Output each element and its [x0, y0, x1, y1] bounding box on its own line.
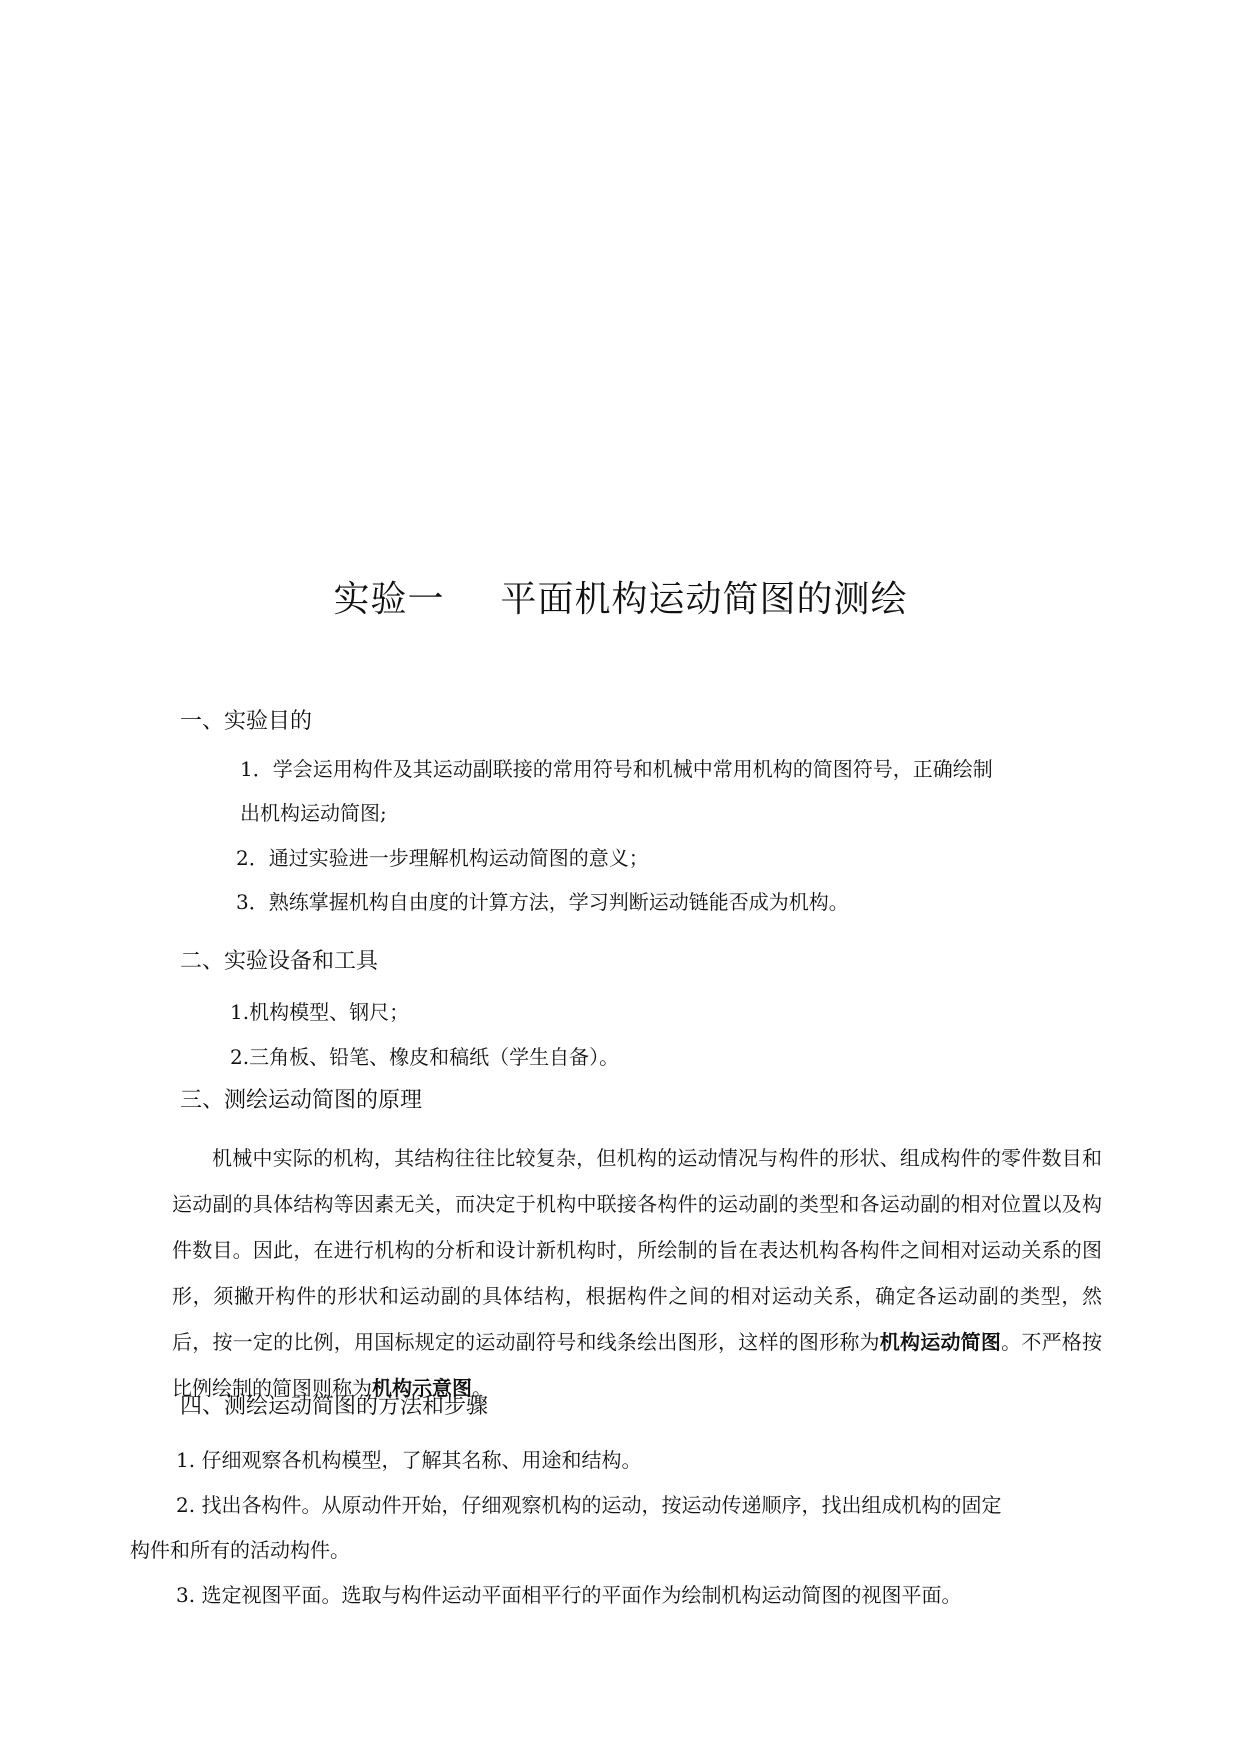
objective-item-2: 2．通过实验进一步理解机构运动简图的意义； [236, 846, 649, 870]
method-step-2: 2. 找出各构件。从原动件开始，仔细观察机构的运动，按运动传递顺序，找出组成机构的固定 [176, 1493, 1002, 1517]
section-heading-equipment: 二、实验设备和工具 [180, 949, 379, 974]
equipment-item-1: 1.机构模型、钢尺； [230, 1000, 410, 1024]
page-title [0, 578, 1241, 622]
principle-text-3: 。 [472, 1376, 492, 1400]
principle-text-2: 。不严格按比例绘制的简图则称为 [172, 1330, 1103, 1400]
term-kinematic-diagram: 机构运动简图 [879, 1330, 1002, 1354]
objective-item-1: 1．学会运用构件及其运动副联接的常用符号和机械中常用机构的简图符号，正确绘制 [240, 757, 993, 781]
term-schematic-diagram: 机构示意图 [372, 1376, 472, 1400]
equipment-item-2: 2.三角板、铅笔、橡皮和稿纸（学生自备）。 [230, 1045, 620, 1069]
section-heading-method: 四、测绘运动简图的方法和步骤 [180, 1394, 489, 1419]
section-heading-principle: 三、测绘运动简图的原理 [180, 1088, 423, 1113]
method-step-1: 1. 仔细观察各机构模型，了解其名称、用途和结构。 [176, 1448, 642, 1472]
objective-item-3: 3．熟练掌握机构自由度的计算方法，学习判断运动链能否成为机构。 [236, 890, 849, 914]
title-experiment-number: 实验一 [333, 579, 445, 620]
method-step-3: 3. 选定视图平面。选取与构件运动平面相平行的平面作为绘制机构运动简图的视图平面。 [176, 1583, 962, 1607]
principle-text-1: 机械中实际的机构，其结构往往比较复杂，但机构的运动情况与构件的形状、组成构件的零件数目和运动副的具体结构等因素无关，而决定于机构中联接各构件的运动副的类型和各运动副的相对位置以及构件数目。因此，在进行机构的分析和设计新机构时，所绘制的旨在表达机构各构件之间相对运动关系的图形，须撇开构件的形状和运动副的具体结构，根据构件之间的相对运动关系，确定各运动副的类型，然后，按一定的比例，用国标规定的运动副符号和线条绘出图形，这样的图形称为 [172, 1146, 1102, 1354]
objective-item-1-cont: 出机构运动简图; [240, 801, 387, 825]
principle-paragraph [172, 1135, 1102, 1411]
method-step-2-cont: 构件和所有的活动构件。 [130, 1538, 350, 1562]
section-heading-objectives: 一、实验目的 [180, 709, 313, 734]
title-experiment-name: 平面机构运动简图的测绘 [500, 579, 908, 620]
